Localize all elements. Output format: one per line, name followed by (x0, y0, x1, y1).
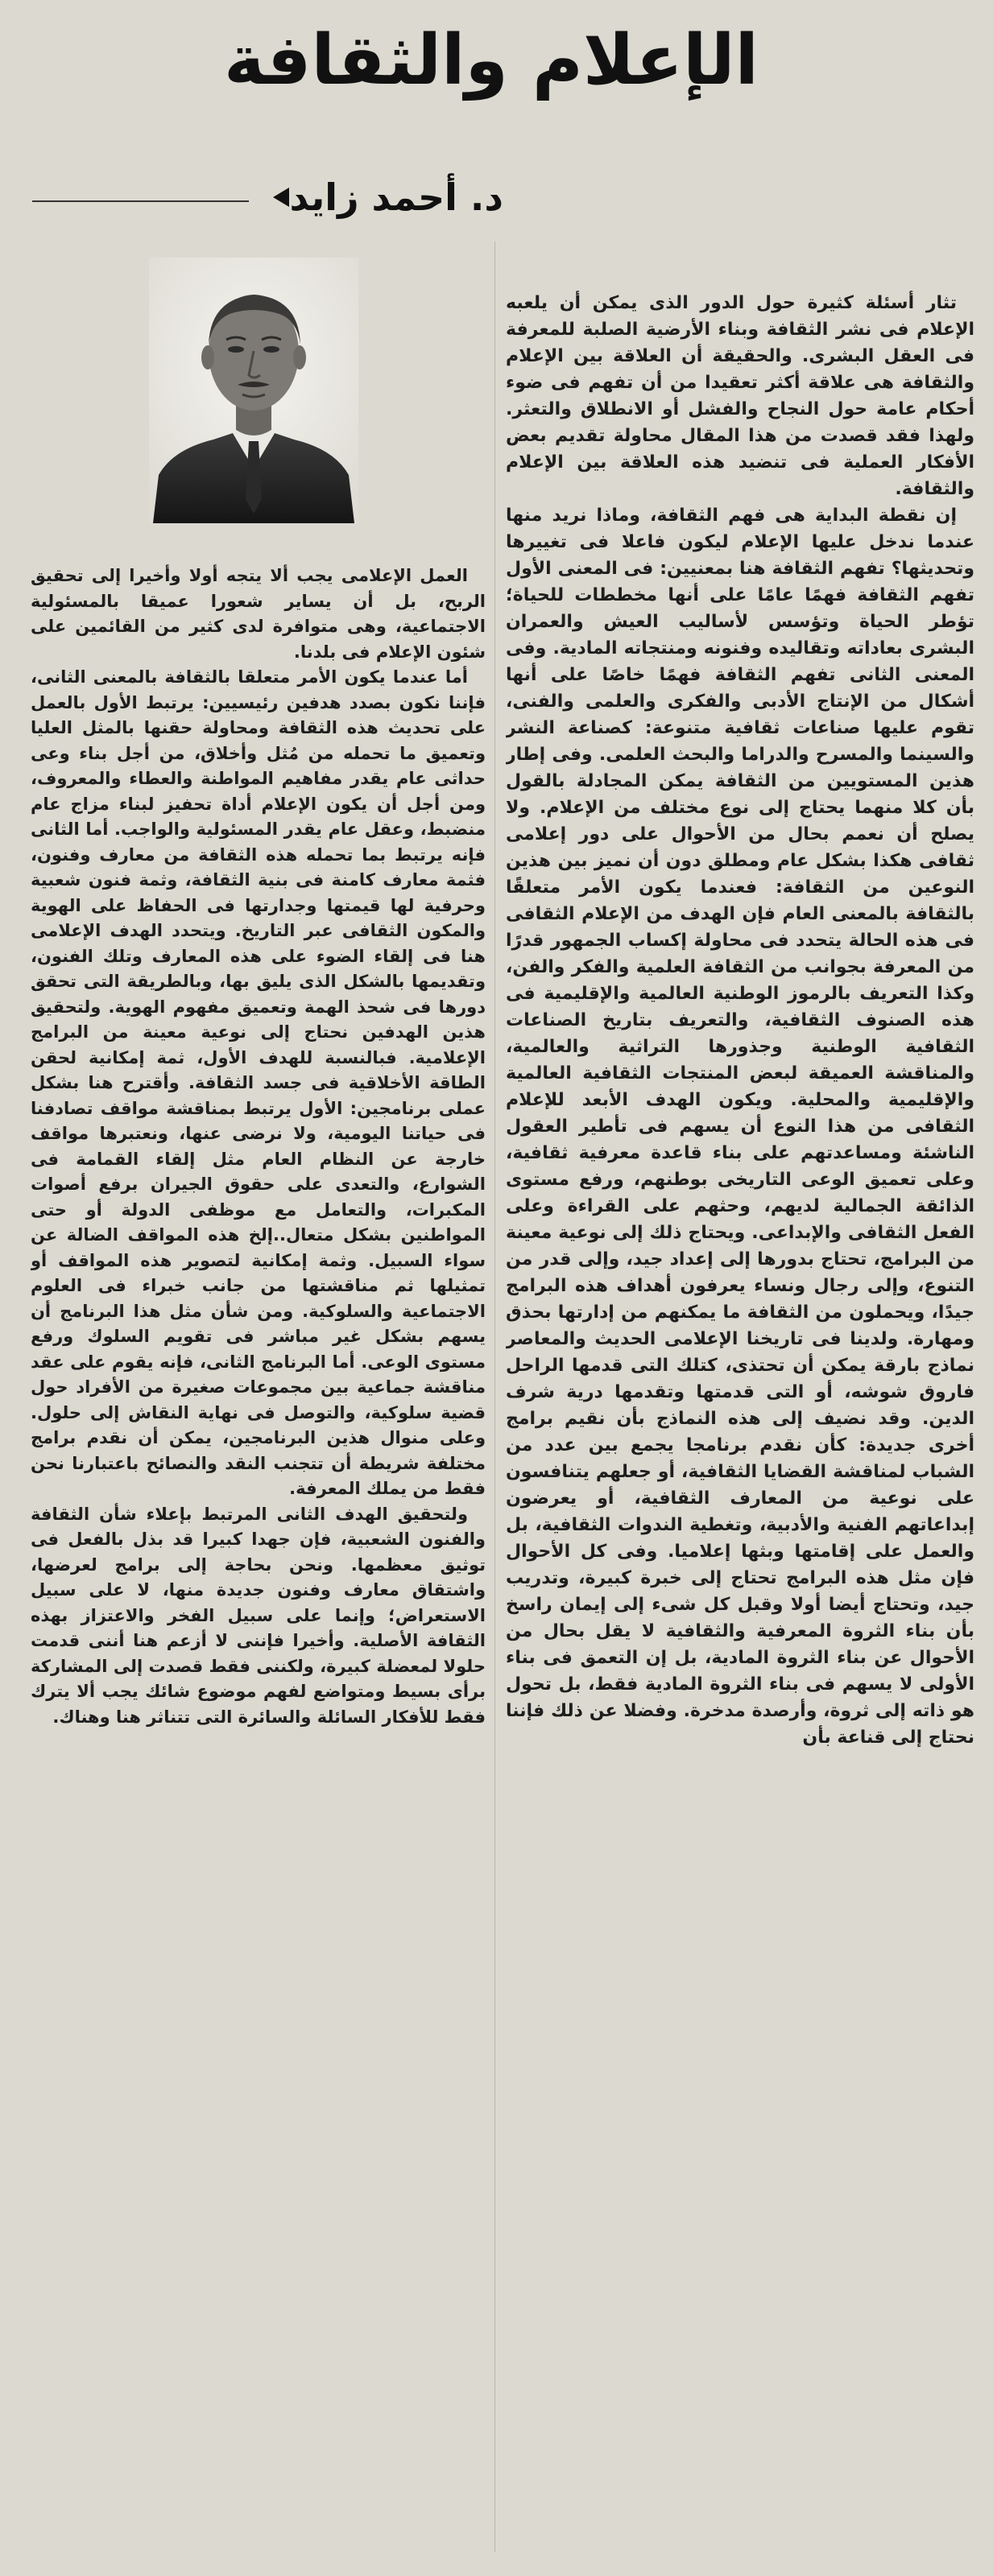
article-column-left (31, 564, 486, 2552)
paragraph: ولتحقيق الهدف الثانى المرتبط بإعلاء شأن الثقافة والفنون الشعبية، فإن جهدا كبيرا قد بذل بالفعل فى توثيق معظمها. ونحن بحاجة إلى برامج لعرضها، واشتقاق معارف وفنون جديدة منها، لا على سبيل الاستعراض؛ وإنما على سبيل الفخر والاعتزاز بهذه الثقافة الأصلية. وأخيرا فإننى لا أزعم هنا أننى قدمت حلولا لمعضلة كبيرة، ولكننى فقط قصدت إلى المشاركة برأى بسيط ومتواضع لفهم موضوع شائك يجب ألا يترك فقط للأفكار السائلة والسائرة التى تتناثر هنا وهناك. (31, 1504, 486, 1727)
byline-rule (32, 200, 249, 202)
paragraph: إن نقطة البداية هى فهم الثقافة، وماذا نريد منها عندما ندخل عليها الإعلام ليكون فاعلا فى تغييرها وتحديثها؟ تفهم الثقافة هنا بمعنيين: فى المعنى الأول تفهم الثقافة فهمًا عامًا على أنها مخططات للحياة؛ تؤطر الحياة وتؤسس لأساليب العيش والعمران البشرى بعاداته وتقاليده وفنونه ومنتجاته المادية. وفى المعنى الثانى تفهم الثقافة فهمًا خاصًا على أنها أشكال من الإنتاج الأدبى والفكرى والعلمى والفنى، تقوم عليها صناعات ثقافية متنوعة: كصناعة النشر والسينما والمسرح والدراما والبحث العلمى. وفى إطار هذين المستويين من الثقافة يمكن المجادلة بالقول بأن كلا منهما يحتاج إلى نوع مختلف من الإعلام. ولا يصلح أن نعمم بحال من الأحوال على دور إعلامى ثقافى هكذا بشكل عام ومطلق دون أن نميز بين هذين النوعين من الثقافة: فعندما يكون الأمر متعلقًا بالثقافة بالمعنى العام فإن الهدف من الإعلام الثقافى فى هذه الحالة يتحدد فى محاولة إكساب الجمهور قدرًا من المعرفة بجوانب من الثقافة العلمية والفكر والفن، وكذا التعريف بالرموز الوطنية العالمية والإقليمية فى هذه الصنوف الثقافية، والتعريف بتاريخ الصناعات الثقافية الوطنية وجذورها التراثية والعالمية، والمناقشة العميقة لبعض المنتجات الثقافية العالمية والإقليمية والمحلية. ويكون الهدف الأبعد للإعلام الثقافى من هذا النوع أن يسهم فى تأطير العقول الناشئة ومساعدتهم على بناء قاعدة معرفية ثقافية، وعلى تعميق الوعى التاريخى بوطنهم، ورفع مستوى الذائقة الجمالية لديهم، وحثهم على القراءة وعلى الفعل الثقافى والإبداعى. ويحتاج ذلك إلى نوعية معينة من البرامج، تحتاج بدورها إلى إعداد جيد، وإلى قدر من التنوع، وإلى رجال ونساء يعرفون أهداف هذه البرامج جيدًا، ويحملون من الثقافة ما يمكنهم من إدارتها بحذق ومهارة. ولدينا فى تاريخنا الإعلامى الحديث والمعاصر نماذج بارقة يمكن أن تحتذى، كتلك التى قدمها الراحل فاروق شوشه، أو التى قدمتها وتقدمها درية شرف الدين. وقد نضيف إلى هذه النماذج بأن نقيم برامج أخرى جديدة: كأن نقدم برنامجا يجمع بين عدد من الشباب لمناقشة القضايا الثقافية، أو جعلهم يتنافسون على نوعية من المعارف الثقافية، أو يعرضون إبداعاتهم الفنية والأدبية، وتغطية الندوات الثقافية، بل والعمل على إقامتها وبثها إعلاميا. وفى كل الأحوال فإن مثل هذه البرامج تحتاج إلى خبرة كبيرة، وتدريب جيد، وتحتاج أيضا أولا وقبل كل شىء إلى إيمان راسخ بأن بناء الثروة المعرفية والثقافية لا يقل بحال من الأحوال عن بناء الثروة المادية، بل إن التعمق فى بناء الأولى لا يسهم فى بناء الثروة المادية فقط، بل تحول هو ذاته إلى ثروة، وأرصدة مدخرة. وفضلا عن ذلك فإننا نحتاج إلى قناعة بأن (506, 506, 974, 1748)
byline (32, 173, 503, 221)
portrait-photo-icon (149, 258, 358, 523)
author-name: د. أحمد زايد (289, 175, 503, 219)
paragraph: العمل الإعلامى يجب ألا يتجه أولا وأخيرا إلى تحقيق الربح، بل أن يساير شعورا عميقا بالمسئولية الاجتماعية، وهى متوافرة لدى كثير من القائمين على شئون الإعلام فى بلدنا. (31, 566, 486, 662)
article-headline: الإعلام والثقافة (223, 20, 759, 101)
paragraph: أما عندما يكون الأمر متعلقا بالثقافة بالمعنى الثانى، فإننا نكون بصدد هدفين رئيسيين: يرتبط الأول بالعمل على تحديث هذه الثقافة ومحاولة حقنها بالمثل العليا وتعميق ما تحمله من مُثل وأخلاق، من أجل بناء وعى حداثى عام يقدر مفاهيم المواطنة والعطاء والمعروف، ومن أجل أن يكون الإعلام أداة تحفيز لبناء مزاج عام منضبط، وعقل عام يقدر المسئولية والواجب. أما الثانى فإنه يرتبط بما تحمله هذه الثقافة من معارف وفنون، فثمة معارف كامنة فى بنية الثقافة، وثمة فنون شعبية وحرفية لها قيمتها وجدارتها فى الحفاظ على الهوية والمكون الثقافى عبر التاريخ. ويتحدد الهدف الإعلامى هنا فى إلقاء الضوء على هذه المعارف وتلك الفنون، وتقديمها بالشكل الذى يليق بها، وبالطريقة التى تحقق دورها فى شحذ الهمة وتعميق مفهوم الهوية. ولتحقيق هذين الهدفين نحتاج إلى نوعية معينة من البرامج الإعلامية. فبالنسبة للهدف الأول، ثمة إمكانية لحقن الطاقة الأخلاقية فى جسد الثقافة. وأقترح هنا بشكل عملى برنامجين: الأول يرتبط بمناقشة مواقف تصادفنا فى حياتنا اليومية، ولا نرضى عنها، ونعتبرها مواقف خارجة عن النظام العام مثل إلقاء القمامة فى الشوارع، والتعدى على حقوق الجيران برفع أصوات المكبرات، والتعامل مع موظفى الدولة أو حتى المواطنين بشكل متعال..إلخ هذه المواقف الضالة عن سواء السبيل. وثمة إمكانية لتصوير هذه المواقف أو تمثيلها ثم مناقشتها من جانب خبراء فى العلوم الاجتماعية والسلوكية. ومن شأن مثل هذا البرنامج أن يسهم بشكل غير مباشر فى تقويم السلوك ورفع مستوى الوعى. أما البرنامج الثانى، فإنه يقوم على عقد مناقشة جماعية بين مجموعات صغيرة من الأفراد حول قضية سلوكية، والتوصل فى نهاية النقاش إلى حلول. وعلى منوال هذين البرنامجين، يمكن أن نقدم برامج مختلفة شريطة أن تتجنب النقد والنصائح باعتبارنا نحن فقط من يملك المعرفة. (31, 667, 486, 1498)
column-divider (494, 242, 495, 2552)
author-photo (149, 258, 358, 523)
paragraph: تثار أسئلة كثيرة حول الدور الذى يمكن أن يلعبه الإعلام فى نشر الثقافة وبناء الأرضية الصلبة للمعرفة فى العقل البشرى. والحقيقة أن العلاقة بين الإعلام والثقافة هى علاقة أكثر تعقيدا من أن تفهم فى ضوء أحكام عامة حول النجاح والفشل أو الانطلاق والتعثر. ولهذا فقد قصدت من هذا المقال محاولة تقديم بعض الأفكار العملية فى تنضيد هذه العلاقة بين الإعلام والثقافة. (506, 293, 974, 499)
byline-arrow-icon (273, 188, 289, 207)
article-column-right (506, 290, 974, 2552)
